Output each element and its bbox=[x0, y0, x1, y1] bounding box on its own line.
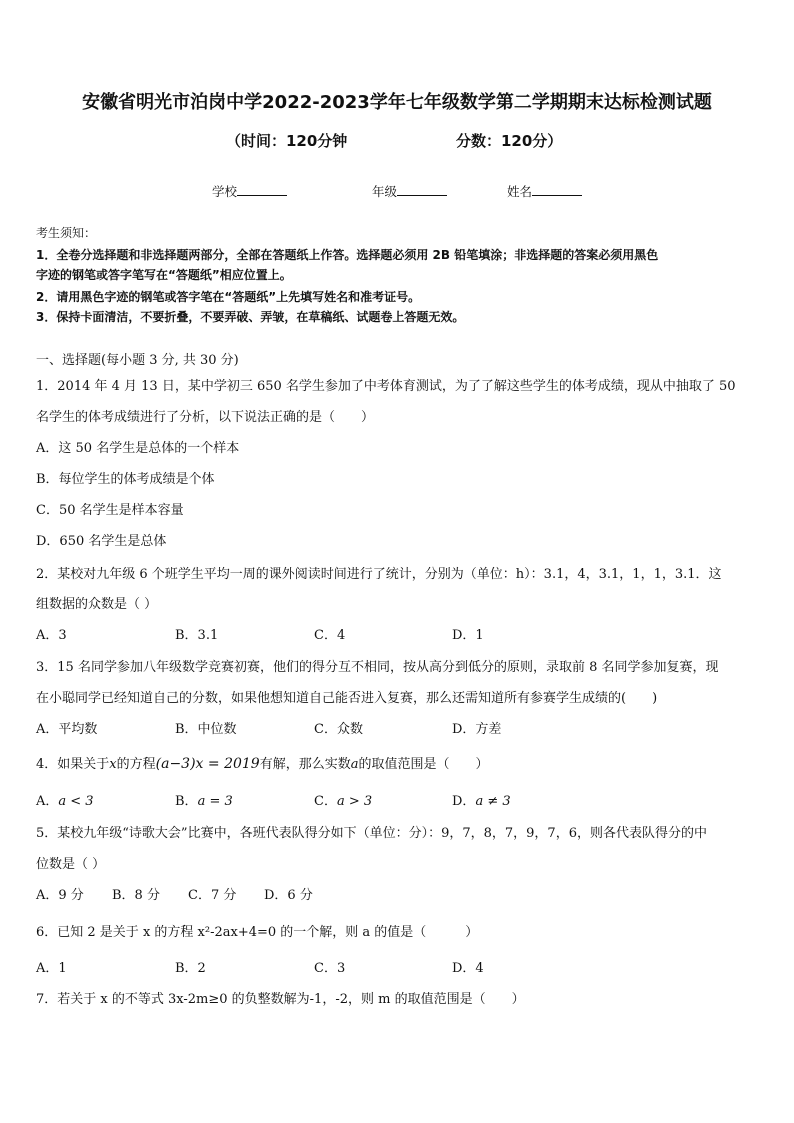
question-5-option-a: A．9 分 bbox=[36, 888, 84, 903]
question-1-line1: 1．2014 年 4 月 13 日，某中学初三 650 名学生参加了中考体育测试，为了了解这些学生的体考成绩，现从中抽取了 50 bbox=[36, 379, 736, 394]
question-4-option-c bbox=[314, 790, 372, 809]
exam-time: （时间：120分钟 bbox=[226, 132, 348, 150]
notes-line: 字迹的钢笔或答字笔写在“答题纸”相应位置上。 bbox=[36, 268, 292, 282]
option-math: a > 3 bbox=[336, 794, 373, 809]
question-2-line2: 组数据的众数是（ ） bbox=[36, 597, 158, 612]
exam-score: 分数：120分） bbox=[456, 132, 563, 150]
question-3-option-d: D．方差 bbox=[452, 722, 502, 737]
question-4-option-b bbox=[175, 790, 233, 809]
question-1-line2: 名学生的体考成绩进行了分析，以下说法正确的是（ ） bbox=[36, 410, 375, 425]
option-label: B． bbox=[175, 794, 198, 809]
question-1-option-d: D．650 名学生是总体 bbox=[36, 534, 167, 549]
page-title: 安徽省明光市泊岗中学2022-2023学年七年级数学第二学期期末达标检测试题 bbox=[82, 92, 712, 113]
question-5-line2: 位数是（ ） bbox=[36, 857, 106, 872]
notes-line: 2．请用黑色字迹的钢笔或答字笔在“答题纸”上先填写姓名和准考证号。 bbox=[36, 290, 421, 304]
question-3-option-b: B．中位数 bbox=[175, 722, 237, 737]
school-label: 学校 bbox=[212, 184, 238, 199]
question-4-equation: (a−3)x = 2019 bbox=[155, 756, 260, 772]
question-3-line1: 3．15 名同学参加八年级数学竞赛初赛，他们的得分互不相同，按从高分到低分的原则，录取前 8 名同学参加复赛，现 bbox=[36, 660, 719, 675]
question-3-option-a: A．平均数 bbox=[36, 722, 98, 737]
option-label: C． bbox=[314, 794, 337, 809]
name-blank bbox=[532, 183, 582, 196]
question-6-option-a: A．1 bbox=[36, 961, 67, 976]
question-3-option-c: C．众数 bbox=[314, 722, 363, 737]
question-6-option-c: C．3 bbox=[314, 961, 346, 976]
option-math: a ≠ 3 bbox=[475, 794, 511, 809]
option-label: A． bbox=[36, 794, 59, 809]
question-4-option-a bbox=[36, 790, 94, 809]
math-variable-x: x bbox=[109, 757, 117, 772]
question-4-text: 有解，那么实数 bbox=[259, 757, 351, 772]
grade-label: 年级 bbox=[372, 184, 398, 199]
option-math: a < 3 bbox=[58, 794, 94, 809]
school-field bbox=[212, 182, 287, 200]
question-1-option-c: C．50 名学生是样本容量 bbox=[36, 503, 184, 518]
name-label: 姓名 bbox=[507, 184, 533, 199]
question-2-option-d: D．1 bbox=[452, 628, 484, 643]
question-3-line2: 在小聪同学已经知道自己的分数，如果他想知道自己能否进入复赛，那么还需知道所有参赛学生成绩的( ) bbox=[36, 691, 658, 706]
math-variable-a: a bbox=[350, 757, 359, 772]
name-field bbox=[507, 182, 582, 200]
notes-line: 3．保持卡面清洁，不要折叠，不要弄破、弄皱，在草稿纸、试题卷上答题无效。 bbox=[36, 310, 465, 324]
question-7-line1: 7．若关于 x 的不等式 3x-2m≥0 的负整数解为-1，-2，则 m 的取值范围是（ ） bbox=[36, 992, 525, 1007]
school-blank bbox=[237, 183, 287, 196]
question-5-option-c: C．7 分 bbox=[188, 888, 237, 903]
notes-heading: 考生须知： bbox=[36, 226, 97, 240]
notes-line: 1．全卷分选择题和非选择题两部分，全部在答题纸上作答。选择题必须用 2B 铅笔填涂；非选择题的答案必须用黑色 bbox=[36, 248, 659, 262]
option-math: a = 3 bbox=[197, 794, 233, 809]
question-2-option-a: A．3 bbox=[36, 628, 67, 643]
question-1-option-a: A．这 50 名学生是总体的一个样本 bbox=[36, 441, 240, 456]
question-4-text: 4．如果关于 bbox=[36, 757, 110, 772]
question-4-option-d bbox=[452, 790, 511, 809]
question-5-option-b: B．8 分 bbox=[112, 888, 160, 903]
question-1-option-b: B．每位学生的体考成绩是个体 bbox=[36, 472, 215, 487]
question-4-line1 bbox=[36, 753, 489, 772]
question-2-line1: 2．某校对九年级 6 个班学生平均一周的课外阅读时间进行了统计，分别为（单位：h）：3.1，4，3.1，1，1，3.1．这 bbox=[36, 567, 722, 582]
grade-blank bbox=[397, 183, 447, 196]
question-2-option-c: C．4 bbox=[314, 628, 346, 643]
question-5-option-d: D．6 分 bbox=[264, 888, 313, 903]
question-6-option-d: D．4 bbox=[452, 961, 484, 976]
question-4-text: 的取值范围是（ ） bbox=[358, 757, 489, 772]
option-label: D． bbox=[452, 794, 476, 809]
question-6-option-b: B．2 bbox=[175, 961, 206, 976]
question-4-text: 的方程 bbox=[116, 757, 156, 772]
question-2-option-b: B．3.1 bbox=[175, 628, 219, 643]
grade-field bbox=[372, 182, 447, 200]
question-5-line1: 5．某校九年级“诗歌大会”比赛中，各班代表队得分如下（单位：分）：9，7，8，7，9，7，6，则各代表队得分的中 bbox=[36, 826, 707, 841]
question-6-line1: 6．已知 2 是关于 x 的方程 x²-2ax+4=0 的一个解，则 a 的值是（ ） bbox=[36, 925, 479, 940]
section-heading: 一、选择题(每小题 3 分, 共 30 分) bbox=[36, 353, 239, 368]
